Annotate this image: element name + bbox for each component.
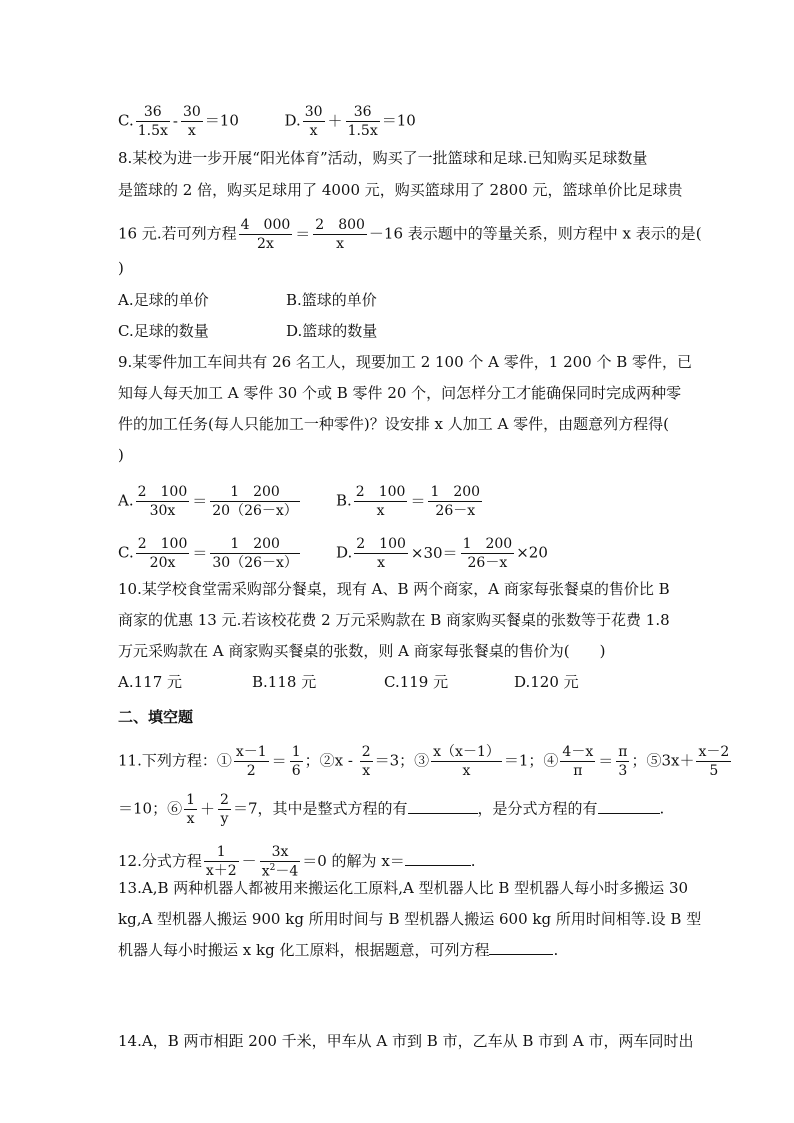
option-label: C.	[118, 543, 134, 562]
q9-option-b	[336, 484, 484, 519]
q9-line-1: 9.某零件加工车间共有 26 名工人，现要加工 2 100 个 A 零件，1 200 个 B 零件，已	[118, 353, 693, 371]
operator: ＋	[327, 111, 343, 130]
q11-text: ；②x -	[304, 751, 358, 770]
q9-option-c	[118, 536, 302, 571]
operator: ＝	[598, 751, 614, 770]
numerator: 1	[290, 744, 303, 762]
operator: ＝	[192, 491, 208, 510]
fraction	[346, 104, 380, 139]
denominator-base: x	[261, 863, 270, 880]
denominator: x	[336, 236, 345, 253]
q11-text: .	[659, 799, 665, 818]
denominator: x	[462, 763, 471, 780]
numerator: 2	[360, 744, 373, 762]
q8-text: 16 元.若可列方程	[118, 224, 237, 243]
numerator: 1	[184, 792, 197, 810]
denominator: 26－x	[467, 555, 508, 572]
denominator: π	[573, 763, 583, 780]
denominator: x	[377, 555, 386, 572]
fraction	[136, 536, 190, 571]
denominator: x	[186, 811, 195, 828]
fraction	[234, 744, 269, 779]
fraction	[204, 844, 239, 879]
q11-text: ＝3；③	[374, 751, 430, 770]
operator: -	[172, 111, 178, 130]
fraction	[560, 744, 595, 779]
numerator: x－2	[696, 744, 731, 762]
q8-option-a: A.足球的单价	[118, 291, 209, 309]
fraction	[210, 484, 300, 519]
q13-text: .	[553, 941, 559, 959]
q11-text: ；⑤3x＋	[631, 751, 695, 770]
denominator: 2	[246, 763, 256, 780]
q9-line-4: )	[118, 446, 124, 464]
equation-rhs: ×20	[516, 543, 548, 562]
q8-line-3	[118, 217, 702, 252]
fraction	[360, 744, 373, 779]
fraction	[696, 744, 731, 779]
option-label: A.	[118, 491, 134, 510]
fraction	[136, 484, 190, 519]
q10-line-2: 商家的优惠 13 元.若该校花费 2 万元采购款在 B 商家购买餐桌的张数等于花费 1.8	[118, 611, 670, 629]
q8-line-4: )	[118, 259, 124, 277]
denominator: y	[220, 811, 229, 828]
q13-line-1: 13.A,B 两种机器人都被用来搬运化工原料,A 型机器人比 B 型机器人每小时多搬运 30	[118, 879, 689, 897]
q13-line-3	[118, 940, 558, 960]
denominator: x＋2	[205, 863, 237, 880]
q11-text: ＝10；⑥	[118, 799, 183, 818]
denominator: 26－x	[435, 503, 476, 520]
operator: ＝	[192, 543, 208, 562]
numerator: 1 200	[428, 484, 482, 502]
q12-text: 12.分式方程	[118, 851, 202, 870]
denominator: 2x	[257, 236, 274, 253]
denominator: x	[309, 123, 318, 140]
denominator: 1.5x	[137, 123, 168, 140]
q8-line-1: 8.某校为进一步开展“阳光体育”活动，购买了一批篮球和足球.已知购买足球数量	[118, 149, 648, 167]
section-heading: 二、填空题	[118, 708, 194, 726]
denominator: x	[376, 503, 385, 520]
numerator: 1	[204, 844, 239, 862]
q10-option-d: D.120 元	[514, 673, 579, 691]
q8-line-2: 是篮球的 2 倍，购买足球用了 4000 元，购买篮球用了 2800 元，篮球单价比足球贵	[118, 181, 683, 199]
fraction	[354, 536, 408, 571]
fraction	[290, 744, 303, 779]
denominator: 30（26－x）	[212, 555, 298, 572]
q11-text: ＝1；④	[503, 751, 559, 770]
fraction	[313, 217, 367, 252]
numerator: 2 800	[313, 217, 367, 235]
operator: ＝	[410, 491, 426, 510]
q13-text: 机器人每小时搬运 x kg 化工原料，根据题意，可列方程	[118, 941, 490, 959]
fraction	[210, 536, 300, 571]
q11-text: ＝7，其中是整式方程的有	[232, 799, 408, 818]
q11-line-1	[118, 744, 733, 779]
q11-text: ，是分式方程的有	[477, 799, 598, 818]
q9-option-a	[118, 484, 302, 519]
numerator: 2	[218, 792, 231, 810]
denominator: 20x	[149, 555, 176, 572]
q14-line-1: 14.A，B 两市相距 200 千米，甲车从 A 市到 B 市，乙车从 B 市到 A 市，两车同时出	[118, 1032, 694, 1050]
q8-option-b: B.篮球的单价	[286, 291, 377, 309]
denominator: 5	[709, 763, 719, 780]
numerator: 1 200	[210, 484, 300, 502]
answer-blank-integral-equations[interactable]	[408, 799, 478, 814]
q9-line-2: 知每人每天加工 A 零件 30 个或 B 零件 20 个，问怎样分工才能确保同时完成两种零	[118, 384, 682, 402]
numerator: 2 100	[136, 536, 190, 554]
exponent: 2	[269, 863, 276, 874]
denominator: x	[362, 763, 371, 780]
answer-blank-q12[interactable]	[405, 851, 471, 866]
q7-option-c-label: C.	[118, 111, 134, 130]
answer-blank-q13[interactable]	[489, 940, 553, 955]
numerator: 2 100	[354, 536, 408, 554]
fraction	[136, 104, 170, 139]
denominator: 1.5x	[347, 123, 378, 140]
q10-line-3: 万元采购款在 A 商家购买餐桌的张数，则 A 商家每张餐桌的售价为( )	[118, 642, 606, 660]
q13-line-2: kg,A 型机器人搬运 900 kg 所用时间与 B 型机器人搬运 600 kg 所用时间相等.设 B 型	[118, 910, 702, 928]
fraction	[428, 484, 482, 519]
fraction	[181, 104, 203, 139]
q10-option-c: C.119 元	[384, 673, 449, 691]
q10-option-b: B.118 元	[252, 673, 317, 691]
operator: ×30＝	[410, 543, 458, 562]
operator: ＋	[200, 799, 216, 818]
q12-text: ＝0 的解为 x＝	[302, 851, 405, 870]
numerator: 2 100	[136, 484, 190, 502]
numerator: 36	[136, 104, 170, 122]
option-label: D.	[336, 543, 353, 562]
numerator: 3x	[260, 844, 301, 862]
q8-option-d: D.篮球的数量	[286, 322, 378, 340]
equation-rhs: ＝10	[204, 111, 239, 130]
fraction	[239, 217, 293, 252]
fraction	[303, 104, 325, 139]
q12-text: .	[470, 851, 476, 870]
numerator: 1 200	[210, 536, 300, 554]
operator: －	[241, 851, 257, 870]
fraction	[616, 744, 629, 779]
numerator: x－1	[234, 744, 269, 762]
numerator: 1 200	[461, 536, 515, 554]
fraction	[431, 744, 502, 779]
q10-option-a: A.117 元	[118, 673, 182, 691]
q11-line-2	[118, 792, 664, 827]
denominator-rest: －4	[275, 863, 299, 880]
fraction	[184, 792, 197, 827]
denominator: 6	[291, 763, 301, 780]
operator: ＝	[271, 751, 287, 770]
numerator: x（x－1）	[431, 744, 502, 762]
q12-line	[118, 844, 476, 880]
denominator: 20（26－x）	[212, 503, 298, 520]
denominator: x	[187, 123, 196, 140]
numerator: 30	[181, 104, 203, 122]
q7-option-d-label: D.	[284, 111, 301, 130]
fraction	[218, 792, 231, 827]
q8-text: －16 表示题中的等量关系，则方程中 x 表示的是(	[368, 224, 702, 243]
numerator: 30	[303, 104, 325, 122]
operator: ＝	[295, 224, 311, 243]
q9-line-3: 件的加工任务(每人只能加工一种零件)？设安排 x 人加工 A 零件，由题意列方程得(	[118, 415, 669, 433]
denominator: 30x	[149, 503, 176, 520]
numerator: π	[616, 744, 629, 762]
q7-options-row	[118, 104, 416, 139]
numerator: 4－x	[560, 744, 595, 762]
option-label: B.	[336, 491, 352, 510]
q8-option-c: C.足球的数量	[118, 322, 209, 340]
numerator: 36	[346, 104, 380, 122]
numerator: 2 100	[354, 484, 408, 502]
denominator: 3	[618, 763, 628, 780]
fraction	[260, 844, 301, 880]
q11-text: 11.下列方程：①	[118, 751, 232, 770]
numerator: 4 000	[239, 217, 293, 235]
answer-blank-fractional-equations[interactable]	[598, 799, 660, 814]
fraction	[354, 484, 408, 519]
equation-rhs: ＝10	[381, 111, 416, 130]
fraction	[461, 536, 515, 571]
q10-line-1: 10.某学校食堂需采购部分餐桌，现有 A、B 两个商家，A 商家每张餐桌的售价比 B	[118, 580, 670, 598]
q9-option-d	[336, 536, 548, 571]
